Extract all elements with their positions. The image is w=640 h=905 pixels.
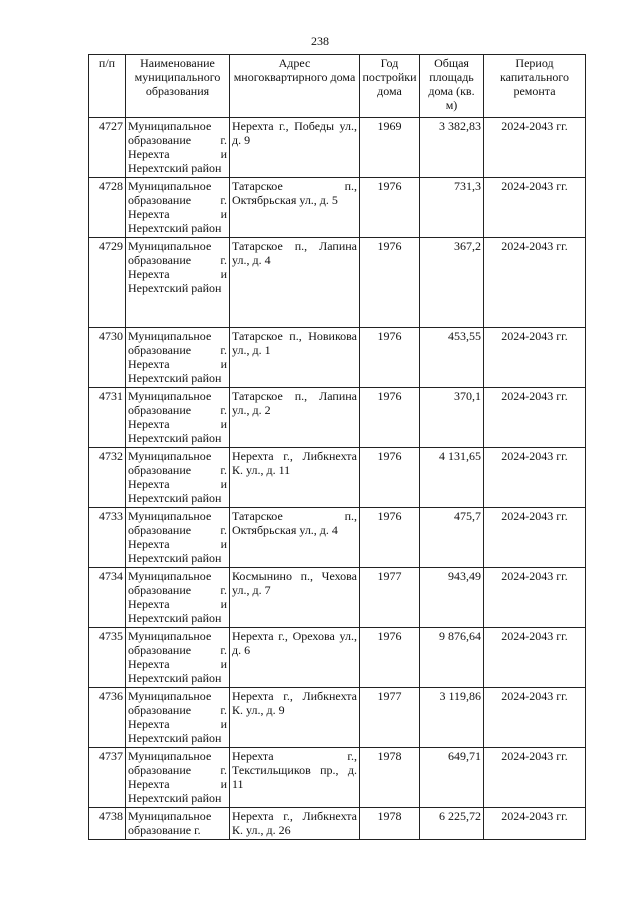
row-municipality: Муниципальное образование г. Нерехта и Нерехтский район [126,568,230,628]
row-municipality: Муниципальное образование г. Нерехта и Нерехтский район [126,328,230,388]
header-address: Адрес многоквартирного дома [230,55,360,118]
row-number: 4728 [89,178,126,238]
row-address: Нерехта г., Либкнехта К. ул., д. 26 [230,808,360,840]
row-number: 4734 [89,568,126,628]
row-period: 2024-2043 гг. [484,808,586,840]
row-period: 2024-2043 гг. [484,568,586,628]
row-number: 4733 [89,508,126,568]
table-row [89,628,586,688]
row-year: 1976 [360,448,420,508]
row-area: 3 382,83 [420,118,484,178]
row-address: Нерехта г., Победы ул., д. 9 [230,118,360,178]
row-period: 2024-2043 гг. [484,448,586,508]
row-number: 4729 [89,238,126,328]
header-municipality: Наименование муниципального образования [126,55,230,118]
row-area: 453,55 [420,328,484,388]
table-row [89,328,586,388]
row-address: Татарское п., Октябрьская ул., д. 4 [230,508,360,568]
row-municipality: Муниципальное образование г. Нерехта и Нерехтский район [126,688,230,748]
row-address: Татарское п., Новикова ул., д. 1 [230,328,360,388]
table-row [89,688,586,748]
table-row [89,568,586,628]
row-year: 1976 [360,178,420,238]
table-header-row [89,55,586,118]
row-municipality: Муниципальное образование г. [126,808,230,840]
header-number: п/п [89,55,126,118]
row-year: 1978 [360,748,420,808]
row-area: 370,1 [420,388,484,448]
header-period: Период капитального ремонта [484,55,586,118]
row-area: 649,71 [420,748,484,808]
row-area: 367,2 [420,238,484,328]
row-year: 1976 [360,238,420,328]
row-period: 2024-2043 гг. [484,508,586,568]
row-area: 475,7 [420,508,484,568]
header-year: Год постройки дома [360,55,420,118]
row-municipality: Муниципальное образование г. Нерехта и Нерехтский район [126,448,230,508]
row-number: 4737 [89,748,126,808]
row-year: 1976 [360,508,420,568]
page-number: 238 [311,34,329,48]
table-row [89,748,586,808]
row-year: 1976 [360,388,420,448]
row-number: 4731 [89,388,126,448]
row-area: 6 225,72 [420,808,484,840]
row-period: 2024-2043 гг. [484,748,586,808]
row-area: 3 119,86 [420,688,484,748]
row-period: 2024-2043 гг. [484,238,586,328]
row-municipality: Муниципальное образование г. Нерехта и Нерехтский район [126,628,230,688]
row-period: 2024-2043 гг. [484,118,586,178]
housing-registry-table [88,54,586,840]
row-year: 1976 [360,628,420,688]
row-period: 2024-2043 гг. [484,328,586,388]
row-municipality: Муниципальное образование г. Нерехта и Нерехтский район [126,388,230,448]
row-number: 4732 [89,448,126,508]
row-municipality: Муниципальное образование г. Нерехта и Нерехтский район [126,238,230,328]
row-period: 2024-2043 гг. [484,628,586,688]
row-number: 4735 [89,628,126,688]
row-period: 2024-2043 гг. [484,388,586,448]
table-row [89,238,586,328]
row-number: 4727 [89,118,126,178]
row-area: 4 131,65 [420,448,484,508]
row-number: 4736 [89,688,126,748]
row-area: 9 876,64 [420,628,484,688]
table-row [89,448,586,508]
table-body [89,118,586,840]
header-area: Общая площадь дома (кв. м) [420,55,484,118]
row-address: Космынино п., Чехова ул., д. 7 [230,568,360,628]
row-period: 2024-2043 гг. [484,688,586,748]
row-municipality: Муниципальное образование г. Нерехта и Нерехтский район [126,748,230,808]
row-address: Татарское п., Лапина ул., д. 4 [230,238,360,328]
row-period: 2024-2043 гг. [484,178,586,238]
table-row [89,118,586,178]
row-municipality: Муниципальное образование г. Нерехта и Нерехтский район [126,178,230,238]
row-year: 1977 [360,568,420,628]
table-row [89,178,586,238]
row-address: Татарское п., Лапина ул., д. 2 [230,388,360,448]
row-area: 943,49 [420,568,484,628]
table-row [89,388,586,448]
row-address: Нерехта г., Либкнехта К. ул., д. 9 [230,688,360,748]
row-address: Нерехта г., Орехова ул., д. 6 [230,628,360,688]
row-address: Татарское п., Октябрьская ул., д. 5 [230,178,360,238]
row-year: 1977 [360,688,420,748]
table-row [89,508,586,568]
row-year: 1978 [360,808,420,840]
row-number: 4730 [89,328,126,388]
row-number: 4738 [89,808,126,840]
row-year: 1969 [360,118,420,178]
row-area: 731,3 [420,178,484,238]
row-year: 1976 [360,328,420,388]
row-address: Нерехта г., Текстильщиков пр., д. 11 [230,748,360,808]
row-municipality: Муниципальное образование г. Нерехта и Нерехтский район [126,508,230,568]
row-municipality: Муниципальное образование г. Нерехта и Нерехтский район [126,118,230,178]
row-address: Нерехта г., Либкнехта К. ул., д. 11 [230,448,360,508]
table-row [89,808,586,840]
